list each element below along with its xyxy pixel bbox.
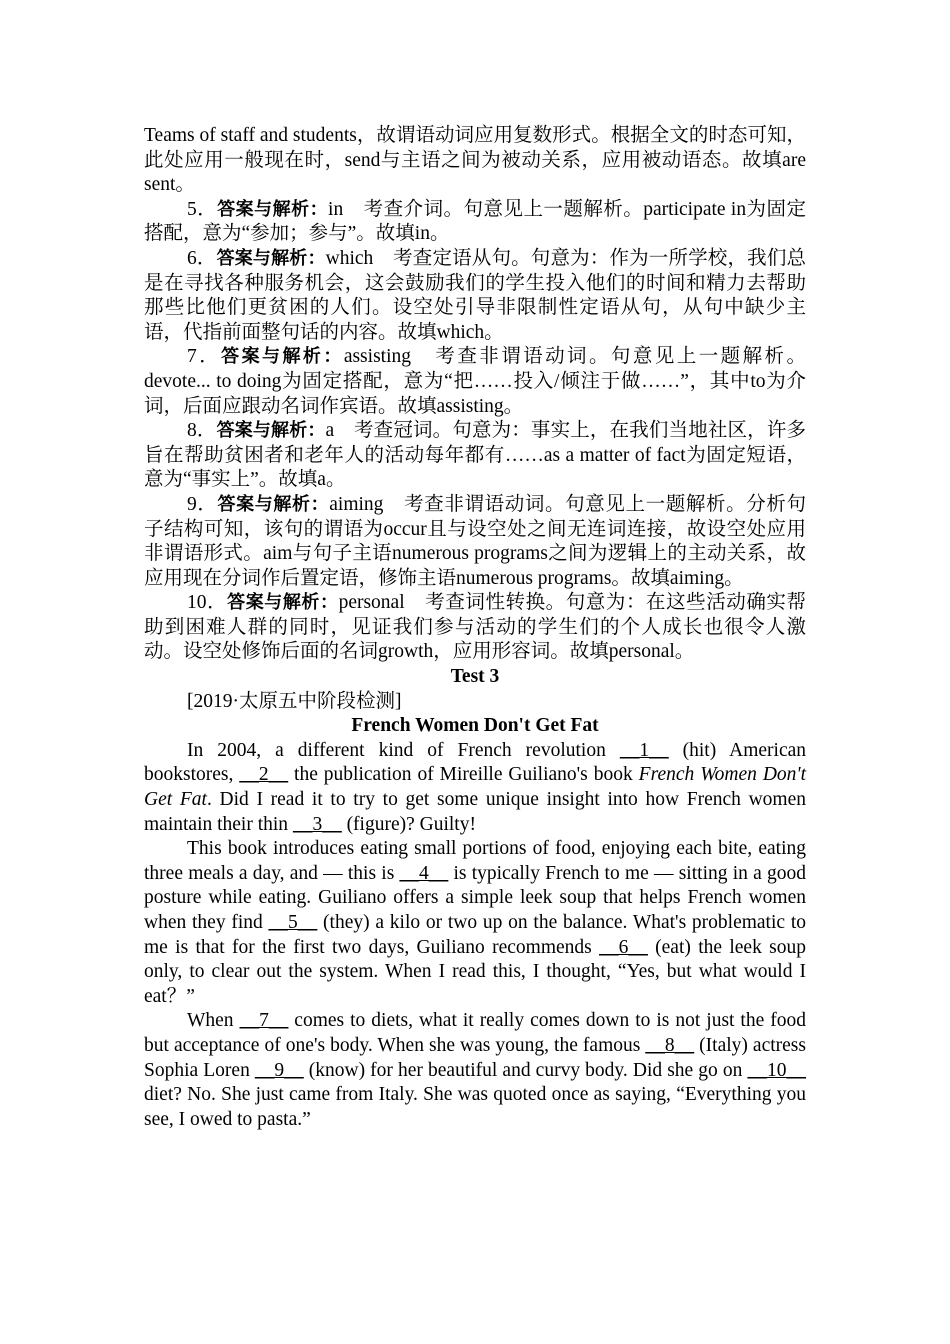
answer-label: 答案与解析： [217, 493, 330, 515]
blank-7: __7__ [239, 1010, 289, 1032]
passage-text: This book introduces eating small portions of food, enjoying each bite, eating three meals a day, and — this is [144, 838, 806, 884]
passage-text: the publication of Mireille Guiliano's book [288, 764, 639, 786]
blank-6: __6__ [599, 936, 648, 958]
answer-text: aiming 考查非谓语动词。句意见上一题解析。分析句子结构可知，该句的谓语为occur且与设空处之间无连词连接，故设空处应用非谓语形式。aim与句子主语numerous programs之间为逻辑上的主动关系，故应用现在分词作后置定语，修饰主语numerous programs。故填aiming。 [144, 493, 806, 589]
answer-label: 答案与解析： [216, 420, 326, 442]
passage-text: is typically French to me — sitting in a good posture while eating. Guiliano offers a simple leek soup that helps French women when they find [144, 862, 806, 933]
passage-text: (they) a kilo or two up on the balance. What's problematic to me is that for the first two days, Guiliano recommends [144, 912, 806, 958]
passage-text: (figure)? Guilty! [341, 813, 476, 835]
answer-text: assisting 考查非谓语动词。句意见上一题解析。devote... to doing为固定搭配，意为“把……投入/倾注于做……”，其中to为介词，后面应跟动名词作宾语。故填assisting。 [144, 346, 806, 417]
passage-text: (Italy) actress Sophia Loren [144, 1034, 806, 1081]
passage-text: When [187, 1010, 240, 1032]
answer-text: which 考查定语从句。句意为：作为一所学校，我们总是在寻找各种服务机会，这会鼓励我们的学生投入他们的时间和精力去帮助那些比他们更贫困的人们。设空处引导非限制性定语从句，从句中缺少主语，代指前面整句话的内容。故填which。 [144, 247, 806, 343]
answer-label: 答案与解析： [227, 592, 339, 614]
blank-5: __5__ [268, 912, 318, 933]
answer-number: 8． [187, 420, 217, 442]
answer-label: 答案与解析： [216, 247, 326, 269]
passage-text: In 2004, a different kind of French revolution [187, 739, 620, 761]
answer-text: personal 考查词性转换。句意为：在这些活动确实帮助到困难人群的同时，见证我们参与活动的学生们的个人成长也很令人激动。设空处修饰后面的名词growth，应用形容词。故填personal。 [144, 592, 806, 663]
passage-title: French Women Don't Get Fat [351, 715, 599, 737]
answer-label: 答案与解析： [221, 346, 344, 368]
answer-number: 9． [187, 493, 218, 515]
passage-text: (hit) American bookstores, [144, 739, 807, 786]
answer-item-6 [144, 247, 806, 345]
book-title: French Women Don't Get Fat [144, 764, 807, 811]
passage-text: diet? No. She just came from Italy. She was quoted once as saying, “Everything you see, I owed to pasta.” [144, 1084, 806, 1130]
answer-number: 10． [187, 592, 228, 614]
blank-8: __8__ [645, 1034, 695, 1056]
answer-item-5 [144, 198, 806, 247]
answer-item-8 [144, 419, 806, 493]
test-source: [2019·太原五中阶段检测] [187, 690, 402, 712]
blank-9: __9__ [254, 1059, 304, 1081]
blank-4: __4__ [399, 862, 449, 884]
passage-paragraph-2 [144, 837, 806, 1009]
test-heading: Test 3 [450, 666, 500, 688]
answer-number: 6． [187, 247, 217, 269]
passage-text: comes to diets, what it really comes down to is not just the food but acceptance of one's body. When she was young, the famous [144, 1010, 806, 1056]
answer-item-9 [144, 493, 806, 591]
answer-text: in 考查介词。句意见上一题解析。participate in为固定搭配，意为“参加；参与”。故填in。 [144, 198, 806, 245]
blank-3: __3__ [292, 813, 342, 835]
passage-text: (eat) the leek soup only, to clear out the system. When I read this, I thought, “Yes, but what would I eat？” [144, 936, 806, 1007]
answer-number: 7． [187, 346, 222, 368]
blank-1: __1__ [619, 739, 669, 761]
answer-label: 答案与解析： [217, 198, 329, 220]
blank-2: __2__ [239, 764, 289, 786]
answer-number: 5． [187, 198, 218, 220]
answer-item-7 [144, 345, 806, 419]
passage-text: (know) for her beautiful and curvy body. Did she go on [303, 1059, 748, 1081]
blank-10: __10__ [747, 1059, 806, 1081]
passage-paragraph-3 [144, 1009, 806, 1132]
passage-text: . Did I read it to try to get some unique insight into how French women maintain their thin [144, 789, 807, 835]
passage-paragraph-1 [144, 739, 806, 837]
answer-continuation: Teams of staff and students，故谓语动词应用复数形式。根据全文的时态可知，此处应用一般现在时，send与主语之间为被动关系，应用被动语态。故填are sent。 [144, 125, 806, 196]
document-content [144, 124, 806, 1132]
answer-text: a 考查冠词。句意为：事实上，在我们当地社区，许多旨在帮助贫困者和老年人的活动每年都有……as a matter of fact为固定短语，意为“事实上”。故填a。 [144, 420, 806, 491]
answer-item-10 [144, 591, 806, 665]
